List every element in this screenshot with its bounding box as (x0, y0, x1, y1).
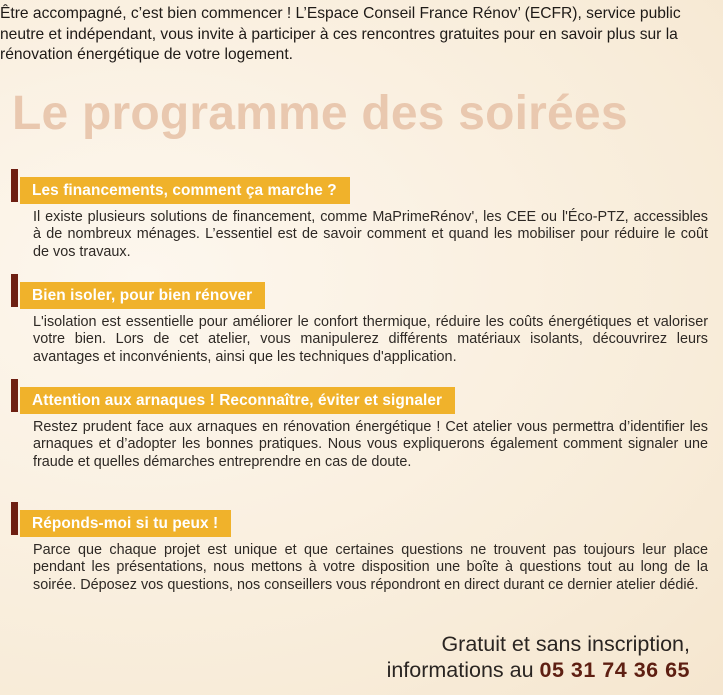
section-header (20, 177, 708, 204)
section-header (20, 510, 708, 537)
section-title: Les financements, comment ça marche ? (20, 177, 350, 204)
section-questions (20, 510, 708, 594)
section-financements (20, 177, 708, 261)
footer-free-line: Gratuit et sans inscription, (441, 632, 690, 656)
phone-number[interactable]: 05 31 74 36 65 (539, 658, 690, 682)
section-marker (11, 502, 18, 535)
section-body: Parce que chaque projet est unique et que certaines questions ne trouvent pas toujours leur place pendant les présentations, nous mettons à votre disposition une boîte à questions tout au long de la soirée. Déposez vos questions, nos conseillers vous répondront en direct durant ce dernier atelier dédié. (33, 542, 708, 593)
section-marker (11, 274, 18, 307)
section-title: Attention aux arnaques ! Reconnaître, éviter et signaler (20, 387, 455, 414)
footer-contact-line (387, 657, 690, 683)
section-header (20, 387, 708, 414)
section-arnaques (20, 387, 708, 471)
program-title: Le programme des soirées (12, 87, 628, 140)
footer-info (387, 631, 690, 683)
footer-contact-prefix: informations au (386, 658, 540, 682)
section-isolation (20, 282, 708, 366)
section-title: Bien isoler, pour bien rénover (20, 282, 265, 309)
intro-paragraph: Être accompagné, c’est bien commencer ! L’Espace Conseil France Rénov’ (ECFR), service public neutre et indépendant, vous invite à participer à ces rencontres gratuites pour en savoir plus sur la rénovation énergétique de votre logement. (0, 5, 681, 63)
section-body: Restez prudent face aux arnaques en rénovation énergétique ! Cet atelier vous permettra d’identifier les arnaques et d’adopter les bonnes pratiques. Nous vous expliquerons également comment signaler une fraude et quelles démarches entreprendre en cas de doute. (33, 419, 708, 470)
section-marker (11, 169, 18, 202)
section-title: Réponds-moi si tu peux ! (20, 510, 231, 537)
section-header (20, 282, 708, 309)
section-body: L'isolation est essentielle pour améliorer le confort thermique, réduire les coûts énergétiques et valoriser votre bien. Lors de cet atelier, vous manipulerez différents matériaux isolants, découvrirez leurs avantages et inconvénients, ainsi que les techniques d'application. (33, 314, 708, 365)
section-marker (11, 379, 18, 412)
section-body: Il existe plusieurs solutions de financement, comme MaPrimeRénov', les CEE ou l'Éco-PTZ, accessibles à de nombreux ménages. L’essentiel est de savoir comment et quand les mobiliser pour réduire le coût de vos travaux. (33, 209, 708, 260)
